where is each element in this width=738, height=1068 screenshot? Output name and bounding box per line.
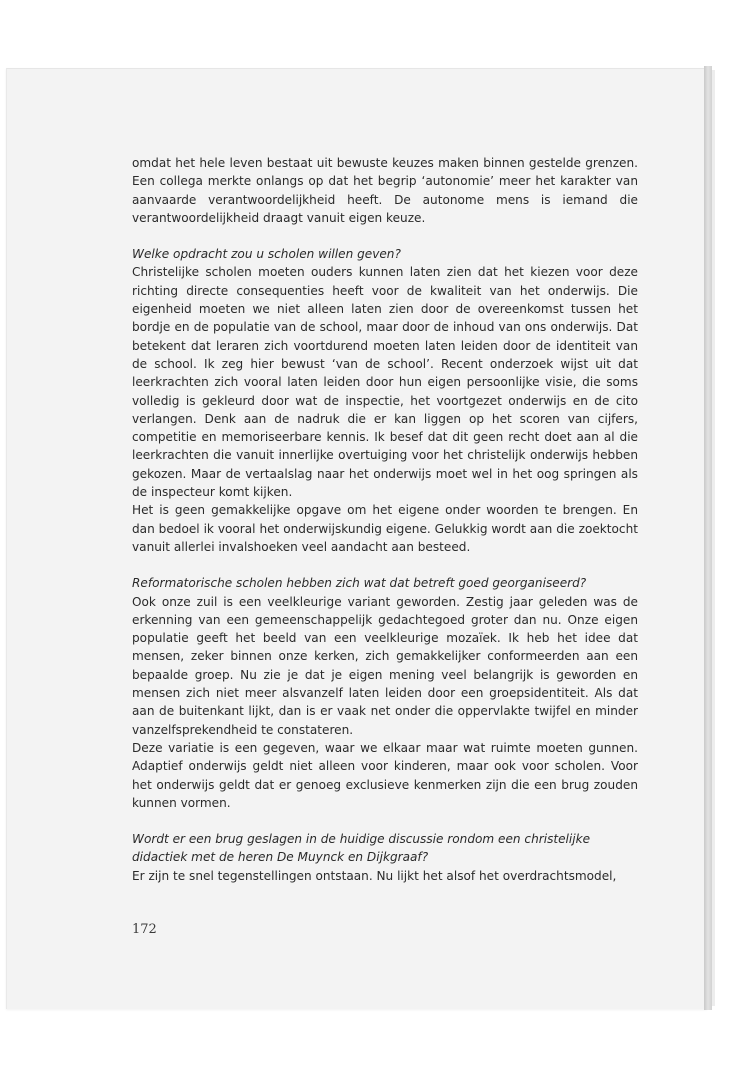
page-body (132, 154, 638, 885)
section-gap (132, 227, 638, 245)
section-gap (132, 812, 638, 830)
paragraph-4: Ook onze zuil is een veelkleurige variant geworden. Zestig jaar geleden was de erkenning van een gemeenschappelijk gedachtegoed groter dan nu. Onze eigen populatie geeft het beeld van een veelkleurige mozaïek. Ik heb het idee dat mensen, zeker binnen onze kerken, zich gemakkelijker conformeerden aan een bepaalde groep. Nu zie je dat je eigen mening veel belangrijk is geworden en mensen zich niet meer alsvanzelf laten leiden door een groepsidentiteit. Als dat aan de buitenkant lijkt, dan is er vaak net onder die oppervlakte twijfel en minder vanzelfsprekendheid te constateren. (132, 594, 638, 737)
section-gap (132, 556, 638, 574)
paragraph-3: Het is geen gemakkelijke opgave om het eigene onder woorden te brengen. En dan bedoel ik vooral het onderwijskundig eigene. Gelukkig wordt aan die zoektocht vanuit allerlei invalshoeken veel aandacht aan besteed. (132, 503, 638, 554)
page-edge (712, 70, 715, 1006)
page-number: 172 (132, 922, 157, 937)
paragraph-5: Deze variatie is een gegeven, waar we elkaar maar wat ruimte moeten gunnen. Adaptief onderwijs geldt niet alleen voor kinderen, maar ook voor scholen. Voor het onderwijs geldt dat er genoeg exclusieve kenmerken zijn die een brug zouden kunnen vormen. (132, 740, 638, 810)
book-spine (704, 66, 712, 1010)
question-2: Reformatorische scholen hebben zich wat dat betreft goed georganiseerd? (132, 576, 587, 591)
paragraph-1: omdat het hele leven bestaat uit bewuste keuzes maken binnen gestelde grenzen. Een collega merkte onlangs op dat het begrip ‘autonomie’ meer het karakter van aanvaarde verantwoordelijkheid heeft. De autonome mens is iemand die verantwoordelijkheid draagt vanuit eigen keuze. (132, 156, 638, 225)
paragraph-6: Er zijn te snel tegenstellingen ontstaan. Nu lijkt het alsof het overdrachtsmodel, (132, 868, 617, 883)
question-3: Wordt er een brug geslagen in de huidige discussie rondom een christelijke didactiek met de heren De Muynck en Dijkgraaf? (132, 832, 591, 865)
paragraph-2: Christelijke scholen moeten ouders kunnen laten zien dat het kiezen voor deze richting directe consequenties heeft voor de kwaliteit van het onderwijs. Die eigenheid moeten we niet alleen laten zien door de overeenkomst tussen het bordje en de populatie van de school, maar door de inhoud van ons onderwijs. Dat betekent dat leraren zich voortdurend moeten laten leiden door de identiteit van de school. Ik zeg hier bewust ‘van de school’. Recent onderzoek wijst uit dat leerkrachten zich vooral laten leiden door hun eigen persoonlijke visie, die soms volledig is gekleurd door wat de inspectie, het voortgezet onderwijs en de cito verlangen. Denk aan de nadruk die er kan liggen op het scoren van cijfers, competitie en memoriseerbare kennis. Ik besef dat dit geen recht doet aan al die leerkrachten die vanuit innerlijke overtuiging voor het christelijk onderwijs hebben gekozen. Maar de vertaalslag naar het onderwijs moet wel in het oog springen als de inspecteur komt kijken. (132, 265, 638, 500)
question-1: Welke opdracht zou u scholen willen geven? (132, 247, 401, 262)
